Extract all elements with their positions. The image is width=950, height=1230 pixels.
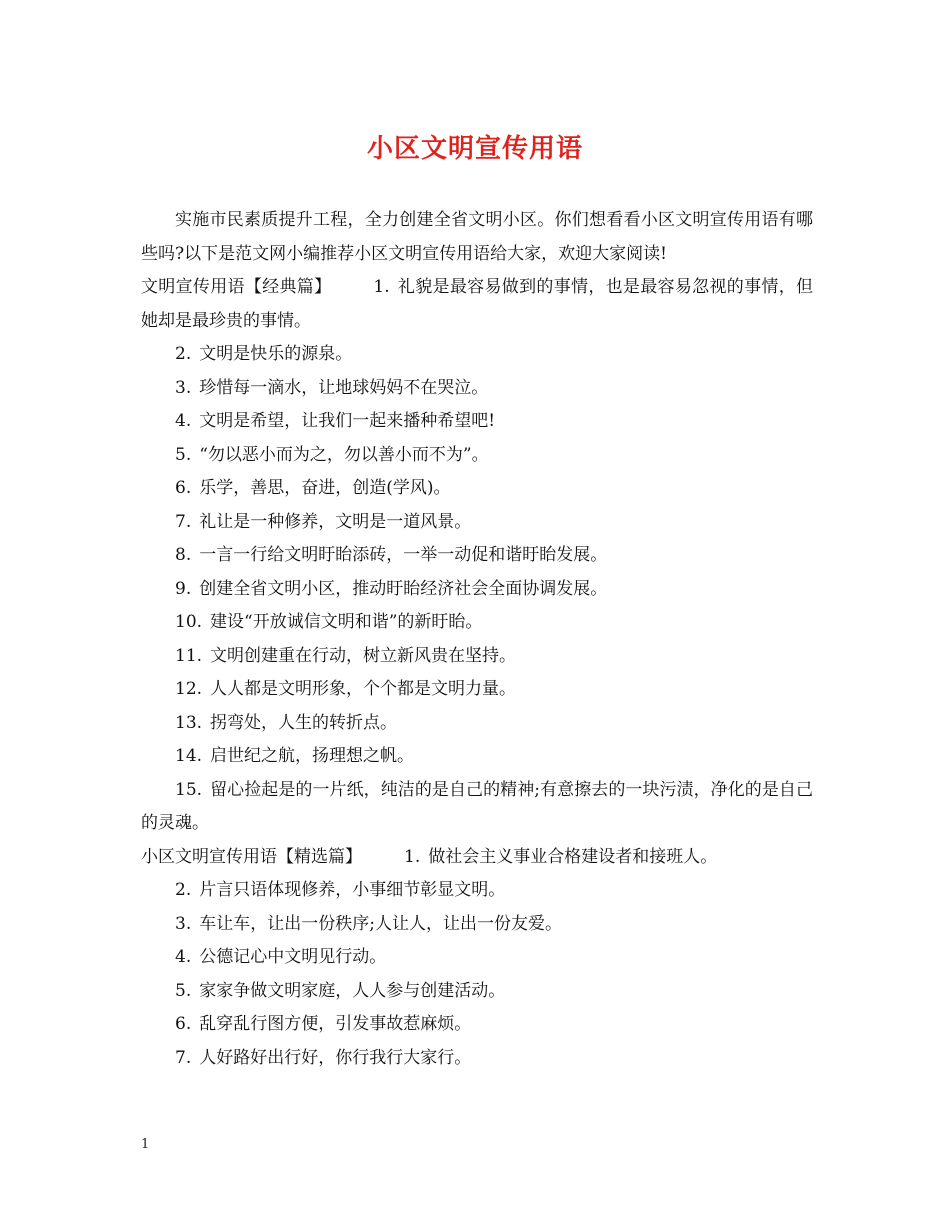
item-number: 12. xyxy=(175,679,203,699)
item-number: 7. xyxy=(175,511,192,532)
list-item xyxy=(141,405,813,439)
list-item xyxy=(141,740,813,774)
list-item xyxy=(141,774,813,841)
item-number: 15. xyxy=(175,779,203,800)
section2-first-line xyxy=(141,841,813,875)
list-item xyxy=(141,941,813,975)
item-number: 3. xyxy=(175,913,192,934)
item-text: 拐弯处，人生的转折点。 xyxy=(210,712,398,733)
list-item xyxy=(141,606,813,640)
section2-heading: 小区文明宣传用语【精选篇】 xyxy=(141,846,362,867)
item-number: 5. xyxy=(175,444,192,465)
page-title: 小区文明宣传用语 xyxy=(366,134,583,164)
section1-heading: 文明宣传用语【经典篇】 xyxy=(141,277,332,297)
list-item xyxy=(141,1042,813,1076)
item-text: 礼貌是最容易做到的事情，也是最容易忽视的事情，但她却是最珍贵的事情。 xyxy=(141,277,814,331)
list-item xyxy=(141,1008,813,1042)
item-text: 启世纪之航，扬理想之帆。 xyxy=(210,746,415,766)
item-text: 创建全省文明小区，推动盱眙经济社会全面协调发展。 xyxy=(199,578,608,599)
item-number: 3. xyxy=(175,377,192,398)
item-text: 做社会主义事业合格建设者和接班人。 xyxy=(428,846,718,867)
list-item xyxy=(141,975,813,1009)
list-item xyxy=(141,707,813,741)
item-text: 建设“开放诚信文明和谐”的新盱眙。 xyxy=(210,612,483,632)
item-text: 家家争做文明家庭，人人参与创建活动。 xyxy=(199,980,506,1001)
item-number: 10. xyxy=(175,612,203,632)
item-text: 留心捡起是的一片纸，纯洁的是自己的精神;有意擦去的一块污渍，净化的是自己的灵魂。 xyxy=(141,779,813,833)
item-number: 14. xyxy=(175,746,203,766)
item-number: 9. xyxy=(175,578,192,599)
item-number: 8. xyxy=(175,545,192,565)
item-number: 1. xyxy=(373,277,390,297)
item-text: 一言一行给文明盱眙添砖，一举一动促和谐盱眙发展。 xyxy=(199,545,608,565)
list-item xyxy=(141,472,813,506)
page-number: 1 xyxy=(141,1137,150,1152)
list-item xyxy=(141,573,813,607)
item-number: 4. xyxy=(175,411,192,431)
item-number: 2. xyxy=(175,344,192,364)
item-number: 5. xyxy=(175,980,192,1001)
item-text: 片言只语体现修养，小事细节彰显文明。 xyxy=(199,880,506,900)
document-body xyxy=(141,204,813,1075)
item-number: 2. xyxy=(175,880,192,900)
item-number: 6. xyxy=(175,1014,192,1034)
item-number: 7. xyxy=(175,1047,192,1068)
section1-first-line xyxy=(141,271,813,338)
item-text: 文明创建重在行动，树立新风贵在坚持。 xyxy=(210,645,517,666)
item-text: 人好路好出行好，你行我行大家行。 xyxy=(199,1047,472,1068)
item-number: 11. xyxy=(175,645,203,666)
item-text: 车让车，让出一份秩序;人让人，让出一份友爱。 xyxy=(199,913,562,934)
item-text: 人人都是文明形象，个个都是文明力量。 xyxy=(210,679,517,699)
item-text: 珍惜每一滴水，让地球妈妈不在哭泣。 xyxy=(199,377,489,398)
intro-paragraph: 实施市民素质提升工程，全力创建全省文明小区。你们想看看小区文明宣传用语有哪些吗?以下是范文网小编推荐小区文明宣传用语给大家，欢迎大家阅读! xyxy=(141,210,813,264)
item-text: 乱穿乱行图方便，引发事故惹麻烦。 xyxy=(199,1014,472,1034)
item-number: 1. xyxy=(404,846,421,867)
item-text: 乐学，善思，奋进，创造(学风)。 xyxy=(199,478,451,498)
list-item xyxy=(141,874,813,908)
list-item xyxy=(141,908,813,942)
item-number: 6. xyxy=(175,478,192,498)
list-item xyxy=(141,372,813,406)
item-text: 文明是快乐的源泉。 xyxy=(199,344,353,364)
item-text: 文明是希望，让我们一起来播种希望吧! xyxy=(199,411,496,431)
item-text: “勿以恶小而为之，勿以善小而不为”。 xyxy=(199,444,489,465)
item-number: 13. xyxy=(175,712,203,733)
item-number: 4. xyxy=(175,947,192,967)
list-item xyxy=(141,506,813,540)
list-item xyxy=(141,439,813,473)
item-text: 公德记心中文明见行动。 xyxy=(199,947,387,967)
list-item xyxy=(141,338,813,372)
list-item xyxy=(141,640,813,674)
item-text: 礼让是一种修养，文明是一道风景。 xyxy=(199,511,472,532)
list-item xyxy=(141,539,813,573)
list-item xyxy=(141,673,813,707)
